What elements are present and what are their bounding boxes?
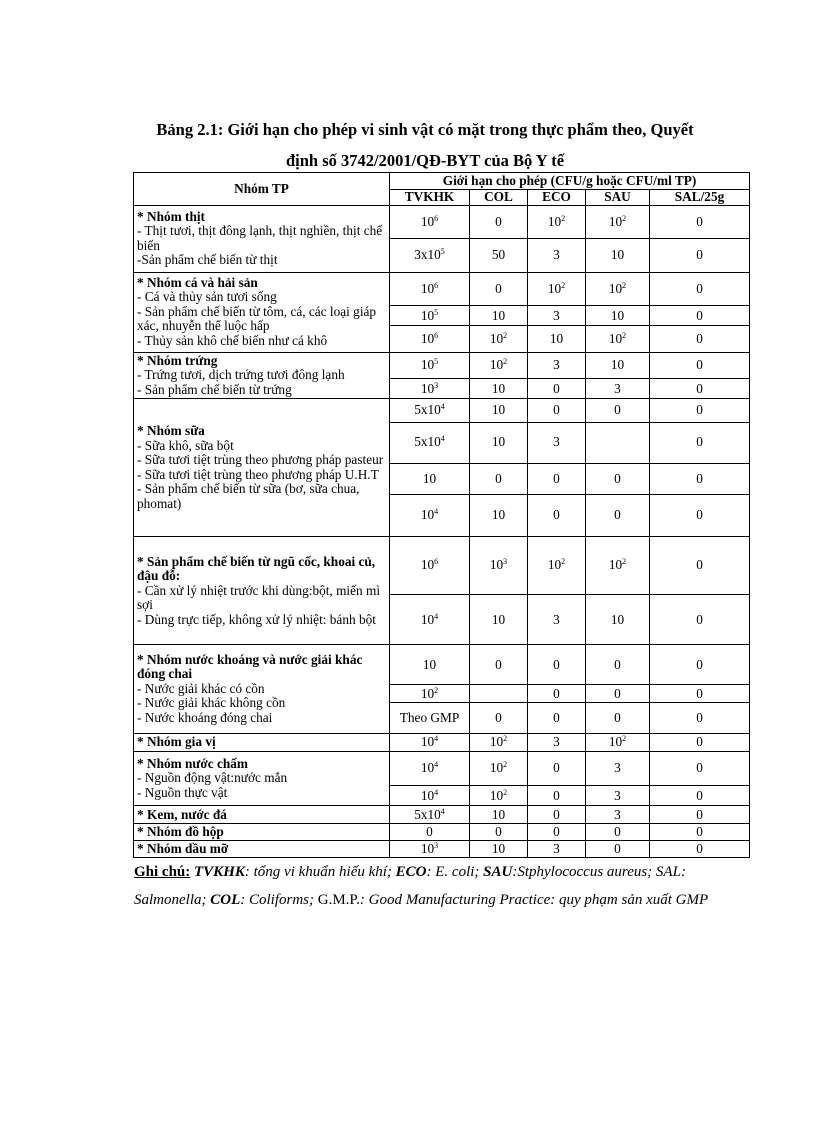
value-cell-tvkhk: 0 [390, 824, 470, 841]
value-cell-sal-25g: 0 [650, 806, 750, 824]
group-item: -Sản phẩm chế biến từ thịt [137, 252, 278, 268]
group-item: - Thủy sản khô chế biến như cá khô [137, 332, 328, 348]
exponent: 4 [434, 760, 439, 770]
title-line-1: Bảng 2.1: Giới hạn cho phép vi sinh vật có mặt trong thực phẩm theo, Quyết [156, 120, 694, 139]
value-cell-sal-25g: 0 [650, 352, 750, 379]
group-item: - Nước giải khác có cồn [137, 680, 265, 696]
exponent: 2 [503, 357, 508, 367]
value-cell-col: 10 [470, 806, 528, 824]
value-cell-tvkhk: Theo GMP [390, 703, 470, 733]
value-cell-tvkhk: $10^6$ [390, 272, 470, 306]
header-col-sau: SAU [586, 190, 650, 206]
value-cell-sau: 10 [586, 352, 650, 379]
value-cell-col: 0 [470, 645, 528, 685]
value-cell-col: 0 [470, 463, 528, 495]
value-cell-tvkhk: $10^4$ [390, 595, 470, 645]
abbreviation: TVKHK [194, 864, 245, 880]
value-cell-eco: 3 [528, 733, 586, 751]
header-limit: Giới hạn cho phép (CFU/g hoặc CFU/ml TP) [390, 173, 750, 190]
exponent: 4 [434, 787, 439, 797]
footnote-segment: : Good Manufacturing Practice: quy phạm sản xuất GMP [359, 892, 709, 908]
value-cell-tvkhk: $10^3$ [390, 379, 470, 399]
exponent: 2 [561, 557, 566, 567]
table-row [134, 841, 750, 858]
table-row [134, 806, 750, 824]
food-group-cell [134, 824, 390, 841]
exponent: 6 [434, 213, 439, 223]
group-heading: * Nhóm trứng [137, 352, 218, 368]
value-cell-sal-25g: 0 [650, 733, 750, 751]
group-item: - Sữa tươi tiệt trùng theo phương pháp pasteur [137, 452, 384, 468]
footnote-text [134, 864, 708, 908]
value-cell-tvkhk: $10^5$ [390, 306, 470, 326]
footnote [134, 858, 734, 914]
footnote-segment: :Stphylococcus aureus; SAL [512, 864, 681, 880]
value-cell-sau: $10^2$ [586, 537, 650, 595]
exponent: 2 [622, 330, 627, 340]
value-cell-col: 10 [470, 595, 528, 645]
value-cell-sau: $10^2$ [586, 733, 650, 751]
value-cell-col: 10 [470, 841, 528, 858]
value-cell-sal-25g: 0 [650, 495, 750, 537]
exponent: 6 [434, 280, 439, 290]
food-group-cell [134, 751, 390, 806]
header-col-col: COL [470, 190, 528, 206]
group-heading: * Nhóm dầu mỡ [137, 840, 229, 856]
value-cell-eco: 3 [528, 595, 586, 645]
value-cell-tvkhk: $10^2$ [390, 685, 470, 703]
value-cell-sau: 10 [586, 239, 650, 273]
value-cell-sal-25g: 0 [650, 239, 750, 273]
value-cell-col: $10^2$ [470, 326, 528, 352]
table-row [134, 352, 750, 379]
group-heading: * Nhóm sữa [137, 423, 205, 439]
header-col-sal: SAL/25g [650, 190, 750, 206]
value-cell-sal-25g: 0 [650, 205, 750, 239]
value-cell-sal-25g: 0 [650, 751, 750, 786]
exponent: 4 [434, 507, 439, 517]
value-cell-eco: 0 [528, 463, 586, 495]
document-title [100, 114, 750, 176]
table-row [134, 645, 750, 685]
value-cell-sal-25g: 0 [650, 399, 750, 422]
table-row [134, 205, 750, 239]
food-group-cell [134, 537, 390, 645]
table-row [134, 537, 750, 595]
value-cell-tvkhk: $10^3$ [390, 841, 470, 858]
value-cell-col: $10^2$ [470, 733, 528, 751]
exponent: 2 [503, 330, 508, 340]
abbreviation: ECO [395, 864, 427, 880]
group-item: - Cá và thủy sản tươi sống [137, 289, 277, 305]
group-item: - Trứng tươi, dịch trứng tươi đông lạnh [137, 367, 345, 383]
value-cell-eco: 0 [528, 703, 586, 733]
value-cell-tvkhk: $10^6$ [390, 205, 470, 239]
group-item: - Sản phẩm chế biến từ tôm, cá, các loại giáp xác, nhuyễn thể luộc hấp [137, 303, 377, 334]
group-heading: * Sản phẩm chế biến từ ngũ cốc, khoai củ, đậu đỗ: [137, 553, 376, 584]
abbreviation: COL [210, 892, 241, 908]
value-cell-eco: 0 [528, 806, 586, 824]
food-group-cell [134, 806, 390, 824]
value-cell-tvkhk: $10^4$ [390, 495, 470, 537]
exponent: 2 [434, 685, 439, 695]
food-group-cell [134, 272, 390, 352]
value-cell-sau: $10^2$ [586, 326, 650, 352]
table-row [134, 399, 750, 422]
value-cell-col: 10 [470, 379, 528, 399]
value-cell-sau: 0 [586, 841, 650, 858]
group-item: - Nguồn động vật:nước mắn [137, 770, 288, 786]
value-cell-sau: $10^2$ [586, 272, 650, 306]
group-item: - Sữa tươi tiệt trùng theo phương pháp U.H.T [137, 466, 379, 482]
value-cell-tvkhk: $5x10^4$ [390, 422, 470, 463]
value-cell-col: 50 [470, 239, 528, 273]
value-cell-eco: 0 [528, 786, 586, 806]
group-heading: * Nhóm nước khoáng và nước giải khác đóng chai [137, 651, 363, 682]
exponent: 4 [440, 402, 445, 412]
value-cell-col: $10^3$ [470, 537, 528, 595]
value-cell-col: 0 [470, 205, 528, 239]
value-cell-eco: 3 [528, 422, 586, 463]
value-cell-sal-25g: 0 [650, 786, 750, 806]
value-cell-eco: 3 [528, 306, 586, 326]
abbreviation: SAU [483, 864, 513, 880]
value-cell-col: 10 [470, 399, 528, 422]
value-cell-col: $10^2$ [470, 352, 528, 379]
value-cell-sal-25g: 0 [650, 272, 750, 306]
value-cell-sal-25g: 0 [650, 595, 750, 645]
value-cell-sal-25g: 0 [650, 645, 750, 685]
exponent: 3 [434, 840, 439, 850]
value-cell-col: 10 [470, 306, 528, 326]
value-cell-tvkhk: $5x10^4$ [390, 399, 470, 422]
value-cell-tvkhk: $10^6$ [390, 537, 470, 595]
value-cell-sau: 3 [586, 379, 650, 399]
exponent: 5 [434, 307, 439, 317]
value-cell-tvkhk: $5x10^4$ [390, 806, 470, 824]
value-cell-sau: 0 [586, 399, 650, 422]
value-cell-eco: 10 [528, 326, 586, 352]
food-group-cell [134, 733, 390, 751]
value-cell-col [470, 685, 528, 703]
exponent: 2 [561, 213, 566, 223]
value-cell-sau: 3 [586, 751, 650, 786]
exponent: 4 [440, 806, 445, 816]
value-cell-tvkhk: $10^4$ [390, 751, 470, 786]
table-row [134, 733, 750, 751]
value-cell-tvkhk: 10 [390, 463, 470, 495]
value-cell-sal-25g: 0 [650, 463, 750, 495]
title-line-2: định số 3742/2001/QĐ-BYT của Bộ Y tế [285, 151, 565, 170]
value-cell-tvkhk: $10^4$ [390, 786, 470, 806]
value-cell-eco: $10^2$ [528, 537, 586, 595]
group-heading: * Nhóm thịt [137, 208, 205, 224]
exponent: 4 [434, 733, 439, 743]
exponent: 2 [622, 557, 627, 567]
group-item: - Cần xử lý nhiệt trước khi dùng:bột, miến mì sợi [137, 582, 381, 613]
value-cell-col: 10 [470, 495, 528, 537]
footnote-label: Ghi chú: [134, 864, 191, 880]
footnote-segment: : E. coli; [426, 864, 484, 880]
food-group-cell [134, 205, 390, 272]
group-item: - Nguồn thực vật [137, 784, 228, 800]
food-group-cell [134, 352, 390, 399]
group-heading: * Nhóm gia vị [137, 733, 216, 749]
value-cell-col: 10 [470, 422, 528, 463]
footnote-segment: : Salmonella; [134, 864, 686, 908]
value-cell-sau: $10^2$ [586, 205, 650, 239]
value-cell-sal-25g: 0 [650, 824, 750, 841]
value-cell-col: $10^2$ [470, 786, 528, 806]
value-cell-eco: $10^2$ [528, 205, 586, 239]
value-cell-sau: 3 [586, 806, 650, 824]
exponent: 5 [434, 357, 439, 367]
value-cell-eco: 0 [528, 399, 586, 422]
table-body [134, 205, 750, 858]
value-cell-eco: 0 [528, 685, 586, 703]
value-cell-col: 0 [470, 824, 528, 841]
value-cell-col: $10^2$ [470, 751, 528, 786]
exponent: 2 [622, 733, 627, 743]
exponent: 2 [561, 280, 566, 290]
value-cell-eco: 0 [528, 824, 586, 841]
group-heading: * Nhóm nước chấm [137, 755, 249, 771]
footnote-segment: G.M.P. [317, 892, 360, 908]
value-cell-sau: 0 [586, 645, 650, 685]
value-cell-tvkhk: 10 [390, 645, 470, 685]
value-cell-sau: 0 [586, 824, 650, 841]
microbial-limits-table [133, 172, 749, 858]
value-cell-col: 0 [470, 272, 528, 306]
food-group-cell [134, 399, 390, 537]
table-row [134, 272, 750, 306]
value-cell-sau: 0 [586, 685, 650, 703]
exponent: 2 [503, 733, 508, 743]
footnote-segment: : tổng vi khuẩn hiếu khí; [244, 864, 396, 880]
value-cell-eco: 0 [528, 751, 586, 786]
exponent: 5 [440, 247, 445, 257]
exponent: 4 [434, 611, 439, 621]
exponent: 2 [503, 760, 508, 770]
group-heading: * Nhóm cá và hải sản [137, 274, 258, 290]
value-cell-eco: 0 [528, 645, 586, 685]
exponent: 4 [440, 434, 445, 444]
value-cell-sal-25g: 0 [650, 537, 750, 595]
value-cell-sal-25g: 0 [650, 306, 750, 326]
exponent: 2 [622, 280, 627, 290]
value-cell-sal-25g: 0 [650, 841, 750, 858]
table-row [134, 824, 750, 841]
exponent: 2 [622, 213, 627, 223]
value-cell-sal-25g: 0 [650, 422, 750, 463]
group-item: - Nước giải khác không cồn [137, 695, 286, 711]
value-cell-eco: 3 [528, 841, 586, 858]
footnote-segment: : Coliforms; [240, 892, 318, 908]
value-cell-eco: 3 [528, 239, 586, 273]
value-cell-eco: 0 [528, 495, 586, 537]
value-cell-eco: 0 [528, 379, 586, 399]
value-cell-sau: 10 [586, 306, 650, 326]
group-heading: * Kem, nước đá [137, 806, 227, 822]
value-cell-eco: $10^2$ [528, 272, 586, 306]
value-cell-tvkhk: $10^6$ [390, 326, 470, 352]
group-item: - Dùng trực tiếp, không xử lý nhiệt: bánh bột [137, 611, 376, 627]
header-col-tvkhk: TVKHK [390, 190, 470, 206]
header-col-eco: ECO [528, 190, 586, 206]
value-cell-sau: 3 [586, 786, 650, 806]
value-cell-sau: 0 [586, 463, 650, 495]
value-cell-sau: 0 [586, 703, 650, 733]
value-cell-sal-25g: 0 [650, 685, 750, 703]
exponent: 6 [434, 330, 439, 340]
food-group-cell [134, 841, 390, 858]
group-item: - Thịt tươi, thịt đông lạnh, thịt nghiền, thịt chế biến [137, 223, 383, 253]
value-cell-col: 0 [470, 703, 528, 733]
table-row [134, 751, 750, 786]
exponent: 3 [434, 380, 439, 390]
value-cell-sal-25g: 0 [650, 703, 750, 733]
exponent: 6 [434, 557, 439, 567]
value-cell-sal-25g: 0 [650, 326, 750, 352]
value-cell-tvkhk: $3x10^5$ [390, 239, 470, 273]
group-item: - Sản phẩm chế biến từ trứng [137, 381, 292, 397]
value-cell-tvkhk: $10^5$ [390, 352, 470, 379]
value-cell-sal-25g: 0 [650, 379, 750, 399]
exponent: 3 [503, 557, 508, 567]
value-cell-sau: 0 [586, 495, 650, 537]
value-cell-tvkhk: $10^4$ [390, 733, 470, 751]
group-item: - Sữa khô, sữa bột [137, 437, 234, 453]
group-item: - Nước khoáng đóng chai [137, 709, 273, 725]
group-item: - Sản phẩm chế biến từ sữa (bơ, sữa chua, phomat) [137, 481, 360, 511]
value-cell-sau [586, 422, 650, 463]
group-heading: * Nhóm đồ hộp [137, 823, 224, 839]
header-food-group: Nhóm TP [134, 173, 390, 206]
food-group-cell [134, 645, 390, 733]
exponent: 2 [503, 787, 508, 797]
value-cell-eco: 3 [528, 352, 586, 379]
value-cell-sau: 10 [586, 595, 650, 645]
